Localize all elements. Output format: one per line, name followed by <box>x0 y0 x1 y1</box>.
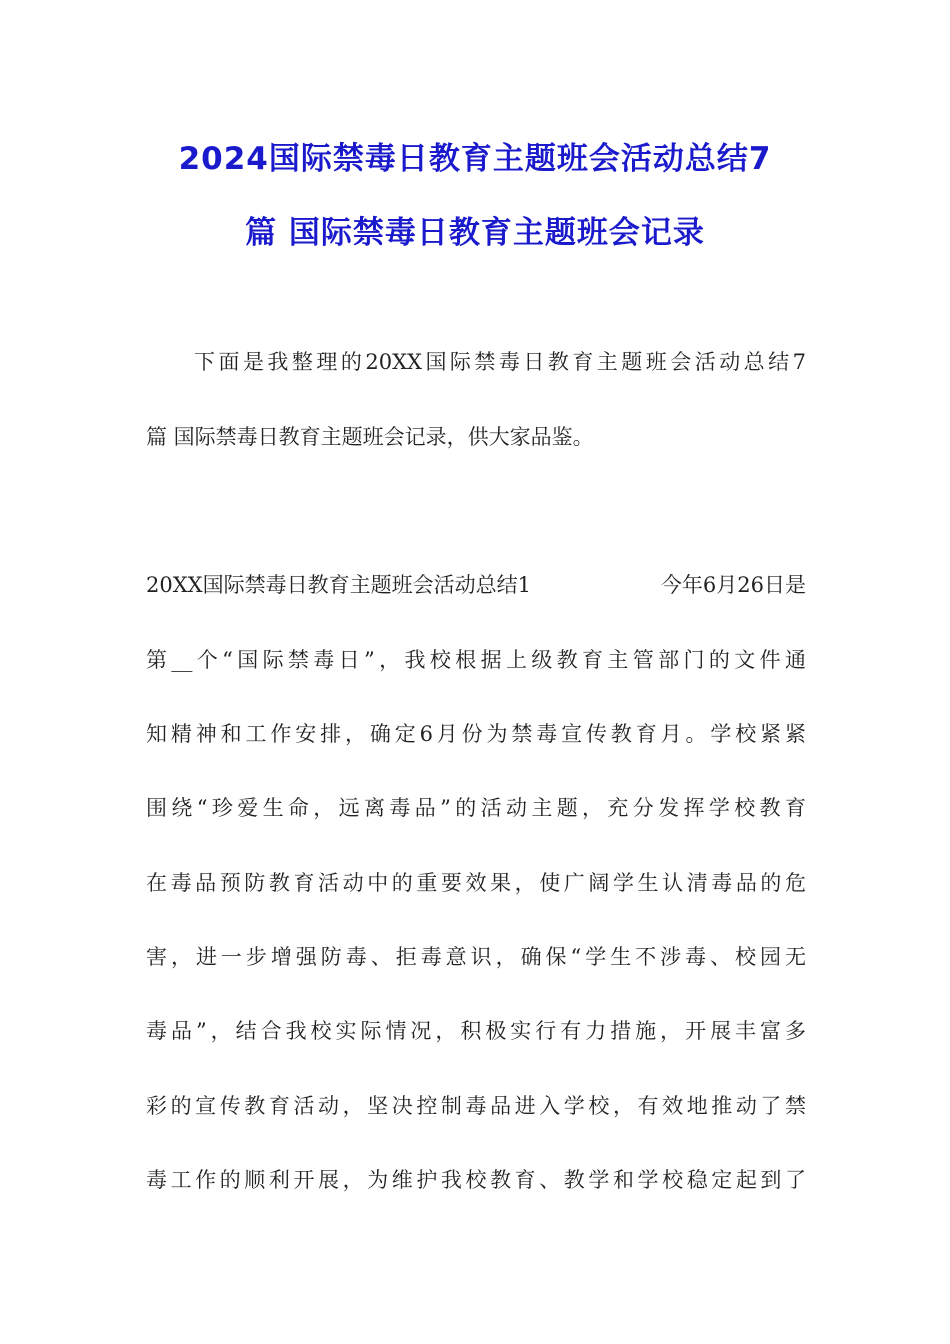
body-line: 知精神和工作安排，确定6月份为禁毒宣传教育月。学校紧紧 <box>146 722 806 746</box>
section-1-heading: 20XX国际禁毒日教育主题班会活动总结1 <box>146 573 531 597</box>
intro-line-1: 下面是我整理的20XX国际禁毒日教育主题班会活动总结7 <box>194 350 806 374</box>
document-title-line-1: 2024国际禁毒日教育主题班会活动总结7 <box>178 141 772 177</box>
section-1-heading-tail: 今年6月26日是 <box>660 573 806 597</box>
body-line: 第__个“国际禁毒日”，我校根据上级教育主管部门的文件通 <box>146 648 806 672</box>
intro-line-2: 篇 国际禁毒日教育主题班会记录，供大家品鉴。 <box>146 425 594 449</box>
body-line: 在毒品预防教育活动中的重要效果，使广阔学生认清毒品的危 <box>146 871 806 895</box>
body-line: 彩的宣传教育活动，坚决控制毒品进入学校，有效地推动了禁 <box>146 1094 806 1118</box>
body-line: 害，进一步增强防毒、拒毒意识，确保“学生不涉毒、校园无 <box>146 945 806 969</box>
document-title-line-2: 篇 国际禁毒日教育主题班会记录 <box>245 215 705 251</box>
body-line: 围绕“珍爱生命，远离毒品”的活动主题，充分发挥学校教育 <box>146 796 806 820</box>
body-line: 毒品”，结合我校实际情况，积极实行有力措施，开展丰富多 <box>146 1019 806 1043</box>
body-line: 毒工作的顺利开展，为维护我校教育、教学和学校稳定起到了 <box>146 1168 806 1192</box>
section-1-heading-line <box>146 570 806 600</box>
